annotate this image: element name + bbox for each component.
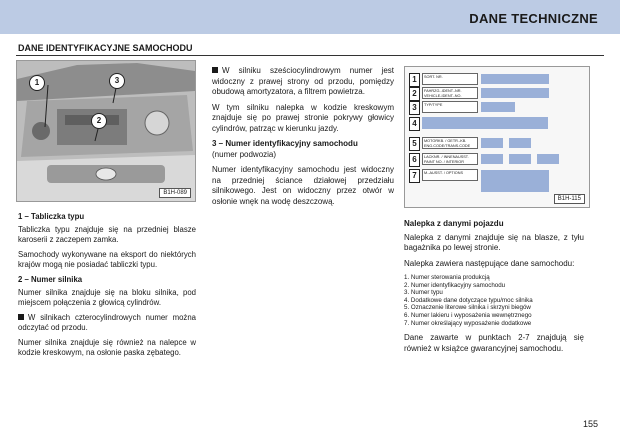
column-middle: [212, 66, 394, 212]
list-item: 1. Numer sterowania produkcją: [404, 274, 490, 281]
heading-engine-number: 2 – Numer silnika: [18, 275, 83, 284]
column-left: [18, 212, 196, 363]
bullet-square-icon: [18, 314, 24, 320]
list-item: 6. Numer lakieru i wyposażenia wewnętrznego: [404, 311, 532, 319]
paragraph: Nalepka zawiera następujące dane samochodu:: [404, 258, 575, 268]
plate-row-number: 3: [409, 101, 420, 115]
plate-row-number: 4: [409, 117, 420, 131]
heading-data-plate: Nalepka z danymi pojazdu: [404, 219, 504, 228]
paragraph: W silnikach czterocylindrowych numer można odczytać od przodu.: [18, 313, 196, 332]
list-item: 3. Numer typu: [404, 289, 443, 297]
engine-bay-figure: [16, 60, 196, 202]
plate-row-label: SORT. NR.: [422, 73, 478, 85]
paragraph: Numer identyfikacyjny samochodu jest widoczny na przedniej ściance działowej przedziału silnikowego. Jest on widoczny przez otwór w osłonie wnęk na wodę deszczową.: [212, 165, 394, 206]
paragraph: Nalepka z danymi znajduje się na blasze, z tyłu bagażnika po lewej stronie.: [404, 232, 584, 252]
plate-data-field: [537, 154, 559, 164]
plate-data-field: [481, 154, 503, 164]
callout-3: 3: [109, 73, 125, 89]
plate-row-label: TYP/TYPE: [422, 101, 478, 113]
paragraph: Numer silnika znajduje się również na nalepce w kodzie kreskowym, na osłonie paska zębatego.: [18, 338, 196, 357]
plate-row-label: MOTORKB. / GETR.-KB. ENG.CODE/TRANS.CODE: [422, 137, 478, 149]
callout-1: 1: [29, 75, 45, 91]
list-item: 5. Oznaczenie literowe silnika i skrzyni biegów: [404, 304, 531, 312]
plate-row-number: 5: [409, 137, 420, 151]
plate-data-field: [481, 102, 515, 112]
plate-row-number: 2: [409, 87, 420, 101]
plate-row-number: 6: [409, 153, 420, 167]
column-right: [404, 219, 584, 359]
plate-row-label: M.-AUSST. / OPTIONS: [422, 169, 478, 181]
plate-row-label: LACKNR. / INNENAUSST. PAINT NO. / INTERIOR: [422, 153, 478, 165]
plate-row-label: FAHRZG.-IDENT.-NR. VEHICLE-IDENT.-NO.: [422, 87, 478, 99]
paragraph: W tym silniku nalepka w kodzie kreskowym znajduje się po prawej stronie pokrywy głowicy cylindrów, patrząc w kierunku jazdy.: [212, 102, 394, 133]
callout-2: 2: [91, 113, 107, 129]
heading-vin-sub: (numer podwozia): [212, 149, 277, 159]
page-title: DANE TECHNICZNE: [469, 11, 598, 26]
paragraph: Samochody wykonywane na eksport do niektórych krajów mogą nie posiadać tabliczki typu.: [18, 250, 196, 269]
plate-data-field: [509, 154, 531, 164]
bullet-square-icon: [212, 67, 218, 73]
plate-contents-list: [404, 274, 584, 327]
plate-row-number: 1: [409, 73, 420, 87]
plate-row-number: 7: [409, 169, 420, 183]
figure-code: B1H-089: [159, 188, 191, 198]
list-item: 4. Dodatkowe dane dotyczące typu/moc silnika: [404, 296, 533, 304]
plate-data-field: [481, 138, 503, 148]
plate-row-4: [409, 117, 585, 129]
paragraph: Tabliczka typu znajduje się na przedniej blasze karoserii z zaczepem zamka.: [18, 225, 196, 244]
list-item: 7. Numer określający wyposażenie dodatkowe: [404, 319, 532, 327]
plate-data-field: [422, 117, 548, 129]
vehicle-data-plate-figure: [404, 66, 590, 208]
page-number: 155: [582, 419, 598, 429]
heading-vin: 3 – Numer identyfikacyjny samochodu: [212, 139, 358, 148]
figure-code: B1H-115: [554, 194, 585, 204]
paragraph: Numer silnika znajduje się na bloku silnika, pod miejscem połączenia z głowicą cylindrów.: [18, 288, 196, 307]
plate-data-field: [481, 170, 549, 192]
paragraph: W silniku sześciocylindrowym numer jest widoczny z prawej strony od przodu, pomiędzy obudową amortyzatora, a filtrem powietrza.: [212, 66, 394, 96]
list-item: 2. Numer identyfikacyjny samochodu: [404, 281, 506, 289]
section-divider: [16, 55, 604, 56]
plate-data-field: [481, 74, 549, 84]
heading-type-plate: 1 – Tabliczka typu: [18, 212, 85, 221]
paragraph: Dane zawarte w punktach 2-7 znajdują się również w książce gwarancyjnej samochodu.: [404, 333, 584, 353]
plate-data-field: [481, 88, 549, 98]
plate-data-field: [509, 138, 531, 148]
section-title: DANE IDENTYFIKACYJNE SAMOCHODU: [18, 43, 193, 53]
